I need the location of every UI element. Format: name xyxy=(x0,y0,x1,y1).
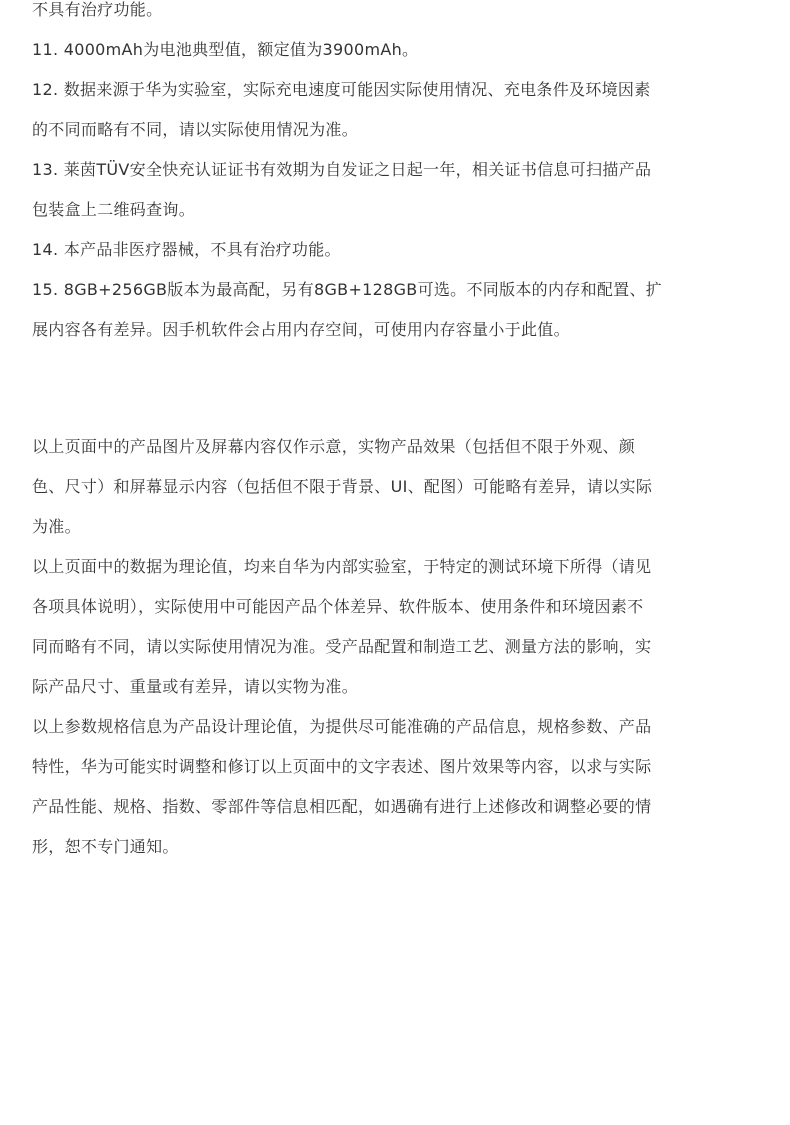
disclaimer-line: 为准。 xyxy=(32,517,81,536)
footnote-line: 包装盒上二维码查询。 xyxy=(32,200,196,219)
disclaimer-line: 特性，华为可能实时调整和修订以上页面中的文字表述、图片效果等内容，以求与实际 xyxy=(32,757,652,776)
footnote-line: 展内容各有差异。因手机软件会占用内存空间，可使用内存容量小于此值。 xyxy=(32,320,570,339)
footnote-line: 的不同而略有不同，请以实际使用情况为准。 xyxy=(32,120,359,139)
disclaimer-line: 形，恕不专门通知。 xyxy=(32,837,179,856)
disclaimer-line: 以上页面中的数据为理论值，均来自华为内部实验室，于特定的测试环境下所得（请见 xyxy=(32,557,652,576)
footnotes-list xyxy=(32,0,772,350)
footnote-line: 11. 4000mAh为电池典型值，额定值为3900mAh。 xyxy=(32,40,419,59)
disclaimer-line: 际产品尺寸、重量或有差异，请以实物为准。 xyxy=(32,677,359,696)
footnote-line: 12. 数据来源于华为实验室，实际充电速度可能因实际使用情况、充电条件及环境因素 xyxy=(32,80,651,99)
disclaimer-line: 产品性能、规格、指数、零部件等信息相匹配，如遇确有进行上述修改和调整必要的情 xyxy=(32,797,652,816)
disclaimer-line: 同而略有不同，请以实际使用情况为准。受产品配置和制造工艺、测量方法的影响，实 xyxy=(32,637,652,656)
footnote-line: 15. 8GB+256GB版本为最高配，另有8GB+128GB可选。不同版本的内存和配置、扩 xyxy=(32,280,663,299)
disclaimer-line: 以上参数规格信息为产品设计理论值，为提供尽可能准确的产品信息，规格参数、产品 xyxy=(32,717,652,736)
footnote-line: 14. 本产品非医疗器械，不具有治疗功能。 xyxy=(32,240,341,259)
disclaimer-text xyxy=(32,427,772,867)
footnote-line: 13. 莱茵TÜV安全快充认证证书有效期为自发证之日起一年，相关证书信息可扫描产品 xyxy=(32,160,652,179)
disclaimer-line: 色、尺寸）和屏幕显示内容（包括但不限于背景、UI、配图）可能略有差异，请以实际 xyxy=(32,477,653,496)
disclaimer-line: 各项具体说明），实际使用中可能因产品个体差异、软件版本、使用条件和环境因素不 xyxy=(32,597,644,616)
footnote-line: 不具有治疗功能。 xyxy=(32,0,163,19)
disclaimer-line: 以上页面中的产品图片及屏幕内容仅作示意，实物产品效果（包括但不限于外观、颜 xyxy=(32,437,636,456)
